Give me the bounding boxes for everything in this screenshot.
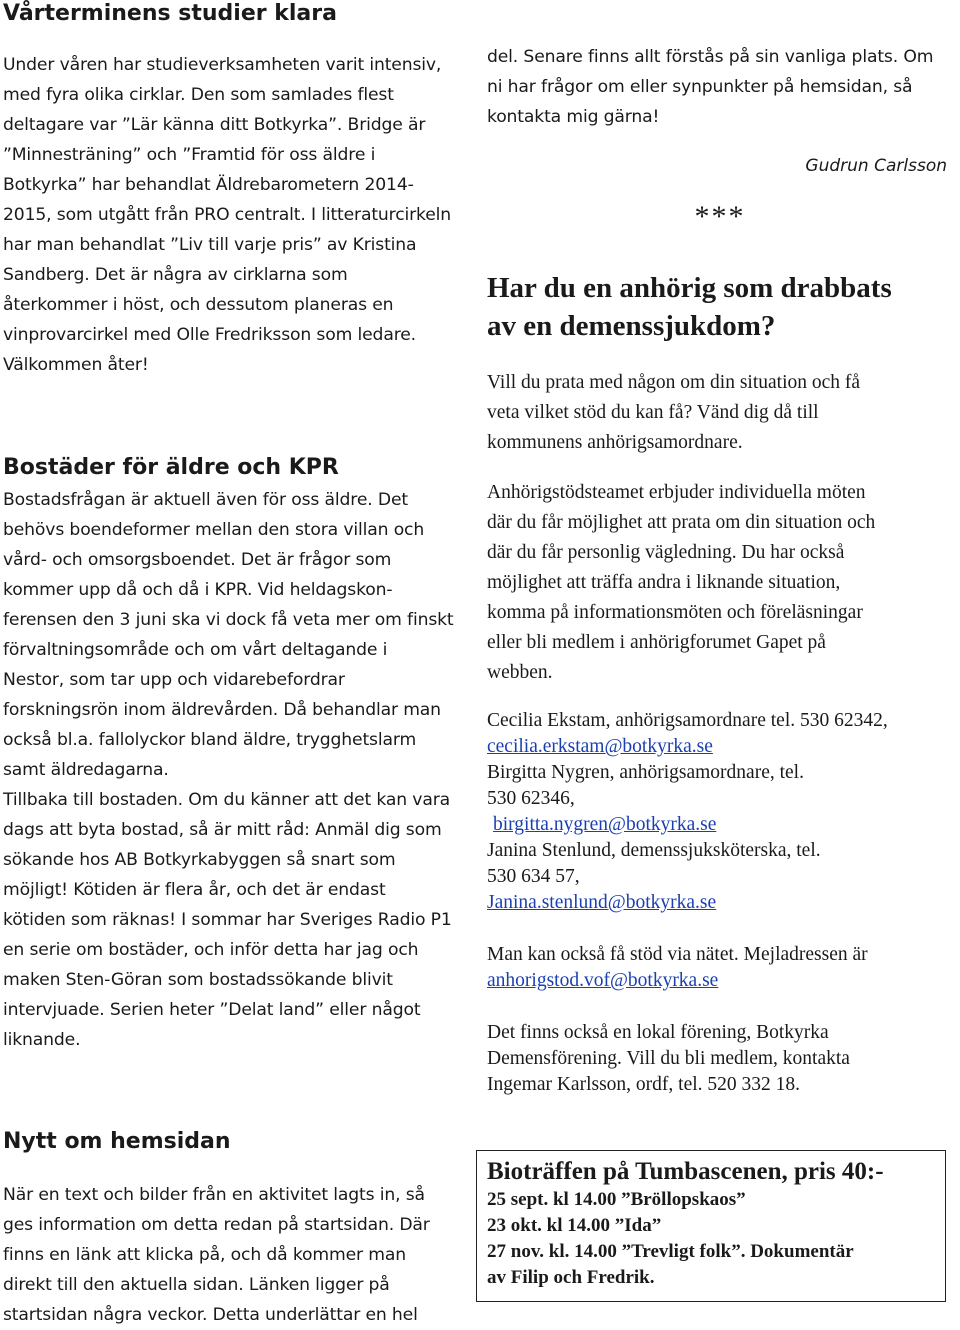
text-line: komma på informationsmöten och föreläsningar bbox=[487, 602, 863, 623]
online-email-link[interactable]: anhorigstod.vof@botkyrka.se bbox=[487, 970, 719, 991]
text-line: ni har frågor om eller synpunkter på hemsidan, så bbox=[487, 77, 913, 97]
text-line: dags att byta bostad, så är mitt råd: Anmäl dig som bbox=[3, 820, 442, 840]
contact-phone: 530 62346, bbox=[487, 788, 575, 809]
text-line: återkommer i höst, och dessutom planeras en bbox=[3, 295, 394, 315]
contact-text: Birgitta Nygren, anhörigsamordnare, tel. bbox=[487, 762, 804, 783]
text-line: Sandberg. Det är några av cirklarna som bbox=[3, 265, 348, 285]
dementia-intro bbox=[487, 368, 860, 458]
cinema-box bbox=[476, 1150, 946, 1302]
text-line: forskningsrön inom äldrevården. Då behandlar man bbox=[3, 700, 441, 720]
online-support bbox=[487, 942, 868, 994]
text-line: där du får möjlighet att prata om din situation och bbox=[487, 512, 876, 533]
text-line: möjlighet att träffa andra i liknande situation, bbox=[487, 572, 841, 593]
text-line: ”Minnesträning” och ”Framtid för oss äldre i bbox=[3, 145, 376, 165]
text-line: kommunens anhörigsamordnare. bbox=[487, 432, 743, 453]
text-line: maken Sten-Göran som bostadssökande blivit bbox=[3, 970, 393, 990]
support-team-text bbox=[487, 478, 875, 688]
text-line: en serie om bostäder, och inför detta har jag och bbox=[3, 940, 419, 960]
text-line: Tillbaka till bostaden. Om du känner att det kan vara bbox=[3, 790, 450, 810]
contact-phone: 530 634 57, bbox=[487, 866, 580, 887]
website-heading: Nytt om hemsidan bbox=[3, 1129, 231, 1154]
text-line: ferensen den 3 juni ska vi dock få veta mer om finskt bbox=[3, 610, 454, 630]
contact-email-link[interactable]: cecilia.erkstam@botkyrka.se bbox=[487, 736, 713, 757]
text-line: Man kan också få stöd via nätet. Mejladressen är bbox=[487, 944, 868, 965]
text-line: veta vilket stöd du kan få? Vänd dig då till bbox=[487, 402, 819, 423]
contact-email-link[interactable]: Janina.stenlund@botkyrka.se bbox=[487, 892, 717, 913]
text-line: webben. bbox=[487, 662, 553, 683]
text-line: Botkyrka” har behandlat Äldrebarometern 2014- bbox=[3, 175, 414, 195]
text-line: möjligt! Kötiden är flera år, och det är endast bbox=[3, 880, 386, 900]
text-line: förvaltningsområde och om vårt deltagande i bbox=[3, 640, 388, 660]
text-line: eller bli medlem i anhörigforumet Gapet på bbox=[487, 632, 826, 653]
signature: Gudrun Carlsson bbox=[805, 156, 947, 176]
text-line: del. Senare finns allt förstås på sin vanliga plats. Om bbox=[487, 47, 934, 67]
text-line: Nestor, som tar upp och vidarebefordrar bbox=[3, 670, 345, 690]
screening-line: 23 okt. kl 14.00 ”Ida” bbox=[487, 1215, 662, 1236]
text-line: ges information om detta redan på startsidan. Där bbox=[3, 1215, 430, 1235]
section-separator: *** bbox=[694, 200, 746, 233]
text-line: vård- och omsorgsboendet. Det är frågor som bbox=[3, 550, 392, 570]
text-line: också bl.a. fallolyckor bland äldre, trygghetslarm bbox=[3, 730, 417, 750]
text-line: Under våren har studieverksamheten varit intensiv, bbox=[3, 55, 442, 75]
text-line: där du får personlig vägledning. Du har också bbox=[487, 542, 845, 563]
text-line: Välkommen åter! bbox=[3, 355, 149, 375]
text-line: behövs boendeformer mellan den stora villan och bbox=[3, 520, 425, 540]
text-line: Vill du prata med någon om din situation och få bbox=[487, 372, 861, 393]
screening-line: 25 sept. kl 14.00 ”Bröllopskaos” bbox=[487, 1189, 746, 1210]
text-line: 2015, som utgått från PRO centralt. I litteraturcirkeln bbox=[3, 205, 452, 225]
text-line: kommer upp då och då i KPR. Vid heldagskon- bbox=[3, 580, 393, 600]
text-line: samt äldredagarna. bbox=[3, 760, 169, 780]
text-line: deltagare var ”Lär känna ditt Botkyrka”. Bridge är bbox=[3, 115, 426, 135]
text-line: kontakta mig gärna! bbox=[487, 107, 660, 127]
association-info bbox=[487, 1020, 850, 1098]
cinema-title: Bioträffen på Tumbascenen, pris 40:- bbox=[487, 1158, 884, 1185]
housing-heading: Bostäder för äldre och KPR bbox=[3, 455, 339, 480]
text-line: har man behandlat ”Liv till varje pris” av Kristina bbox=[3, 235, 417, 255]
heading-line: Har du en anhörig som drabbats bbox=[487, 272, 892, 304]
text-line: Ingemar Karlsson, ordf, tel. 520 332 18. bbox=[487, 1074, 801, 1095]
text-line: finns en länk att klicka på, och då kommer man bbox=[3, 1245, 406, 1265]
contact-text: Cecilia Ekstam, anhörigsamordnare tel. 530 62342, bbox=[487, 710, 888, 731]
text-line: När en text och bilder från en aktivitet lagts in, så bbox=[3, 1185, 425, 1205]
website-body bbox=[3, 1180, 430, 1330]
contact-email-link[interactable]: birgitta.nygren@botkyrka.se bbox=[493, 814, 717, 835]
text-line: liknande. bbox=[3, 1030, 81, 1050]
text-line: Demensförening. Vill du bli medlem, kontakta bbox=[487, 1048, 850, 1069]
text-line: kötiden som räknas! I sommar har Sveriges Radio P1 bbox=[3, 910, 452, 930]
contact-text: Janina Stenlund, demenssjuksköterska, tel. bbox=[487, 840, 821, 861]
text-line: Anhörigstödsteamet erbjuder individuella möten bbox=[487, 482, 866, 503]
text-line: intervjuade. Serien heter ”Delat land” eller något bbox=[3, 1000, 421, 1020]
screening-line: av Filip och Fredrik. bbox=[487, 1267, 655, 1288]
text-line: Det finns också en lokal förening, Botkyrka bbox=[487, 1022, 829, 1043]
text-line: startsidan några veckor. Detta underlättar en hel bbox=[3, 1305, 418, 1325]
housing-body bbox=[3, 485, 454, 1055]
text-line: vinprovarcirkel med Olle Fredriksson som ledare. bbox=[3, 325, 416, 345]
text-line: sökande hos AB Botkyrkabyggen så snart som bbox=[3, 850, 396, 870]
contact-list bbox=[487, 708, 888, 916]
studies-body bbox=[3, 50, 451, 380]
text-line: med fyra olika cirklar. Den som samlades flest bbox=[3, 85, 394, 105]
studies-heading: Vårterminens studier klara bbox=[3, 1, 337, 26]
website-continued bbox=[487, 42, 933, 132]
heading-line: av en demenssjukdom? bbox=[487, 310, 776, 342]
screening-line: 27 nov. kl. 14.00 ”Trevligt folk”. Dokumentär bbox=[487, 1241, 854, 1262]
dementia-heading bbox=[487, 269, 892, 345]
text-line: direkt till den aktuella sidan. Länken ligger på bbox=[3, 1275, 390, 1295]
text-line: Bostadsfrågan är aktuell även för oss äldre. Det bbox=[3, 490, 408, 510]
